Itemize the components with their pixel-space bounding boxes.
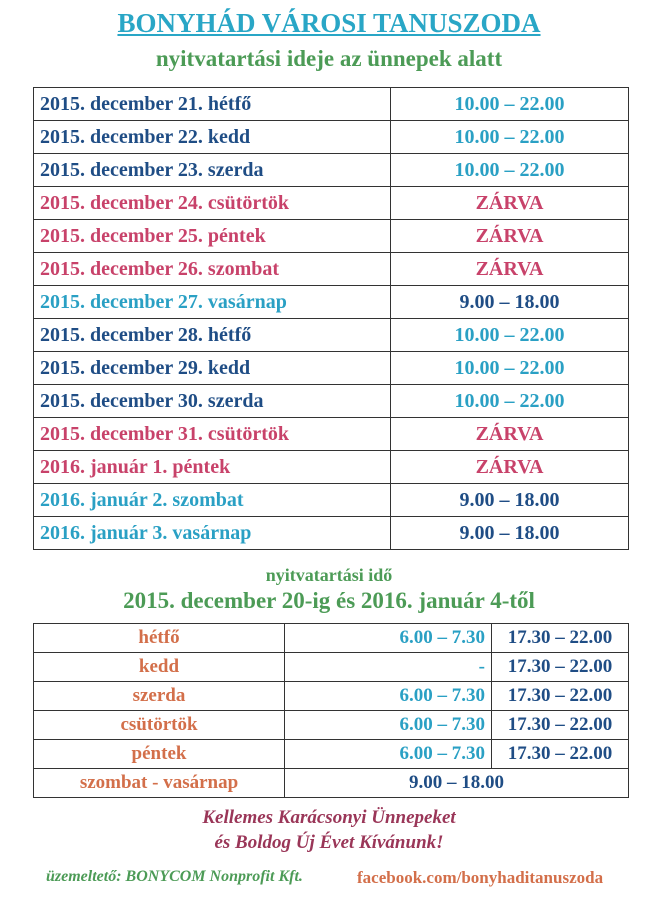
holiday-row bbox=[34, 319, 629, 352]
regular-morning-hours: - bbox=[285, 653, 492, 682]
regular-morning-hours: 6.00 – 7.30 bbox=[285, 740, 492, 769]
holiday-row bbox=[34, 154, 629, 187]
regular-morning-hours: 6.00 – 7.30 bbox=[285, 624, 492, 653]
regular-schedule-table bbox=[33, 623, 629, 798]
holiday-hours: ZÁRVA bbox=[391, 187, 629, 220]
holiday-date: 2015. december 21. hétfő bbox=[34, 88, 391, 121]
facebook-link[interactable]: facebook.com/bonyhaditanuszoda bbox=[357, 868, 604, 887]
regular-row bbox=[34, 682, 629, 711]
holiday-date: 2015. december 26. szombat bbox=[34, 253, 391, 286]
holiday-hours: ZÁRVA bbox=[391, 220, 629, 253]
holiday-row bbox=[34, 517, 629, 550]
regular-day: kedd bbox=[34, 653, 285, 682]
holiday-row bbox=[34, 121, 629, 154]
holiday-hours: 9.00 – 18.00 bbox=[391, 484, 629, 517]
operator-credit: üzemeltető: BONYCOM Nonprofit Kft. bbox=[46, 868, 303, 885]
regular-heading: nyitvatartási idő bbox=[265, 565, 393, 585]
holiday-date: 2015. december 25. péntek bbox=[34, 220, 391, 253]
greeting-line-2: és Boldog Új Évet Kívánunk! bbox=[214, 832, 444, 853]
holiday-hours: 10.00 – 22.00 bbox=[391, 319, 629, 352]
regular-row bbox=[34, 740, 629, 769]
holiday-date: 2015. december 28. hétfő bbox=[34, 319, 391, 352]
holiday-hours: 9.00 – 18.00 bbox=[391, 286, 629, 319]
regular-day: péntek bbox=[34, 740, 285, 769]
holiday-date: 2016. január 3. vasárnap bbox=[34, 517, 391, 550]
regular-day: hétfő bbox=[34, 624, 285, 653]
regular-evening-hours: 17.30 – 22.00 bbox=[492, 624, 629, 653]
weekend-hours: 9.00 – 18.00 bbox=[285, 769, 629, 798]
greeting bbox=[0, 805, 658, 855]
regular-period: 2015. december 20-ig és 2016. január 4-től bbox=[123, 588, 535, 613]
holiday-row bbox=[34, 385, 629, 418]
greeting-line-1: Kellemes Karácsonyi Ünnepeket bbox=[202, 807, 456, 828]
weekend-day: szombat - vasárnap bbox=[34, 769, 285, 798]
holiday-date: 2015. december 24. csütörtök bbox=[34, 187, 391, 220]
holiday-row bbox=[34, 187, 629, 220]
regular-evening-hours: 17.30 – 22.00 bbox=[492, 653, 629, 682]
holiday-date: 2016. január 1. péntek bbox=[34, 451, 391, 484]
regular-day: szerda bbox=[34, 682, 285, 711]
holiday-date: 2015. december 22. kedd bbox=[34, 121, 391, 154]
holiday-date: 2015. december 30. szerda bbox=[34, 385, 391, 418]
holiday-hours: 10.00 – 22.00 bbox=[391, 352, 629, 385]
holiday-row bbox=[34, 88, 629, 121]
regular-row bbox=[34, 653, 629, 682]
regular-day: csütörtök bbox=[34, 711, 285, 740]
regular-morning-hours: 6.00 – 7.30 bbox=[285, 682, 492, 711]
holiday-row bbox=[34, 418, 629, 451]
holiday-hours: 10.00 – 22.00 bbox=[391, 154, 629, 187]
holiday-row bbox=[34, 253, 629, 286]
holiday-row bbox=[34, 286, 629, 319]
holiday-date: 2015. december 27. vasárnap bbox=[34, 286, 391, 319]
holiday-row bbox=[34, 484, 629, 517]
holiday-row bbox=[34, 451, 629, 484]
regular-row bbox=[34, 711, 629, 740]
holiday-date: 2016. január 2. szombat bbox=[34, 484, 391, 517]
page-title: BONYHÁD VÁROSI TANUSZODA bbox=[117, 8, 541, 38]
regular-evening-hours: 17.30 – 22.00 bbox=[492, 740, 629, 769]
weekend-row bbox=[34, 769, 629, 798]
holiday-row bbox=[34, 352, 629, 385]
holiday-hours: 9.00 – 18.00 bbox=[391, 517, 629, 550]
holiday-row bbox=[34, 220, 629, 253]
holiday-hours: 10.00 – 22.00 bbox=[391, 121, 629, 154]
holiday-hours: 10.00 – 22.00 bbox=[391, 385, 629, 418]
holiday-date: 2015. december 23. szerda bbox=[34, 154, 391, 187]
holiday-hours: ZÁRVA bbox=[391, 418, 629, 451]
holiday-hours: ZÁRVA bbox=[391, 451, 629, 484]
page-subtitle: nyitvatartási ideje az ünnepek alatt bbox=[155, 46, 503, 71]
holiday-date: 2015. december 29. kedd bbox=[34, 352, 391, 385]
regular-evening-hours: 17.30 – 22.00 bbox=[492, 682, 629, 711]
regular-morning-hours: 6.00 – 7.30 bbox=[285, 711, 492, 740]
holiday-schedule-table bbox=[33, 87, 629, 550]
regular-row bbox=[34, 624, 629, 653]
regular-evening-hours: 17.30 – 22.00 bbox=[492, 711, 629, 740]
holiday-hours: 10.00 – 22.00 bbox=[391, 88, 629, 121]
holiday-hours: ZÁRVA bbox=[391, 253, 629, 286]
holiday-date: 2015. december 31. csütörtök bbox=[34, 418, 391, 451]
